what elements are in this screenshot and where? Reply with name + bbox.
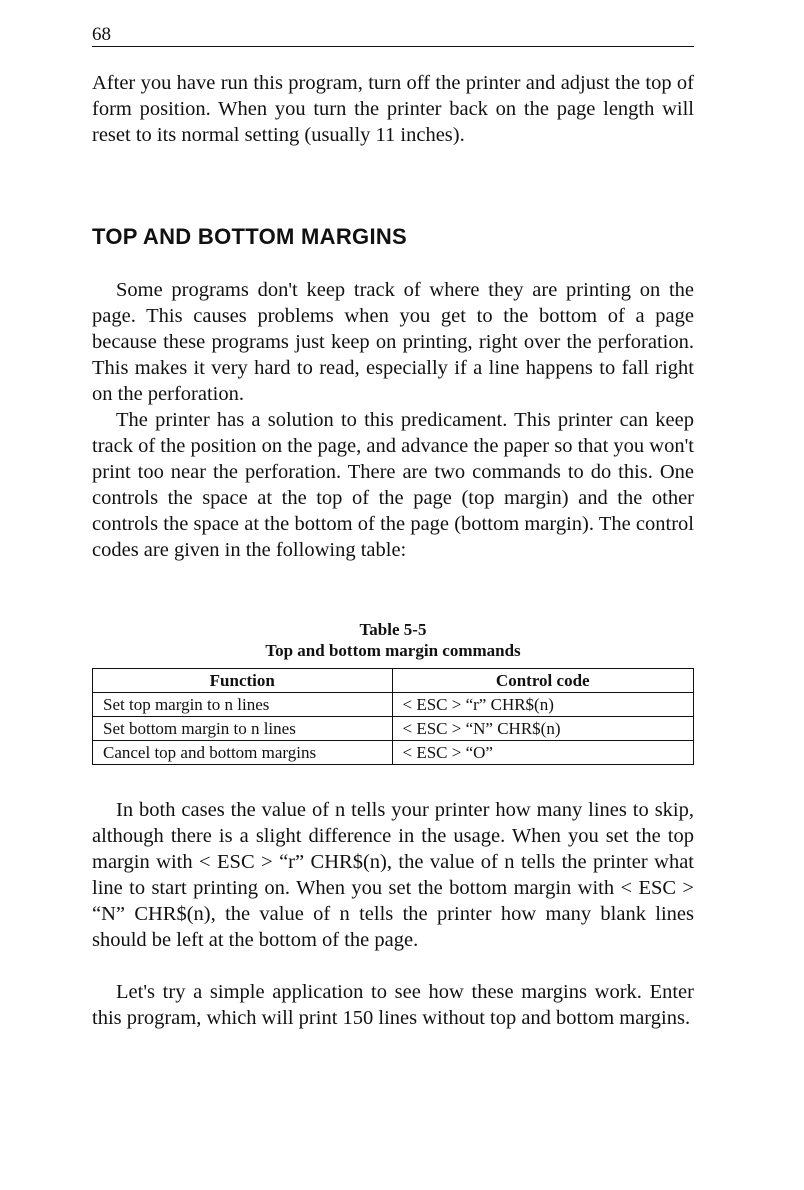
body-paragraph-2: The printer has a solution to this predicament. This printer can keep track of the position on the page, and advance the paper so that you won't print too near the perforation. There are two commands to do this. One controls the space at the top of the page (top margin) and the other controls the space at the bottom of the page (bottom margin). The control codes are given in the following table: — [92, 409, 694, 561]
control-code-cell: < ESC > “N” CHR$(n) — [392, 717, 694, 741]
closing-paragraph-2: Let's try a simple application to see how these margins work. Enter this program, which will print 150 lines without top and bottom margins. — [92, 981, 694, 1029]
margin-commands-table — [92, 668, 694, 765]
table-header-row — [93, 669, 694, 693]
body-paragraph-1: Some programs don't keep track of where they are printing on the page. This causes problems when you get to the bottom of a page because these programs just keep on printing, right over the perforation. This makes it very hard to read, especially if a line happens to fall right on the perforation. — [92, 279, 694, 405]
table-number: Table 5-5 — [359, 620, 427, 639]
section-heading: TOP AND BOTTOM MARGINS — [92, 224, 408, 249]
function-cell: Set top margin to n lines — [93, 693, 393, 717]
intro-paragraph: After you have run this program, turn off the printer and adjust the top of form position. When you turn the printer back on the page length will reset to its normal setting (usually 11 inches). — [92, 72, 694, 146]
function-cell: Set bottom margin to n lines — [93, 717, 393, 741]
control-code-cell: < ESC > “O” — [392, 741, 694, 765]
header-rule — [92, 46, 694, 47]
column-header-control-code: Control code — [392, 669, 694, 693]
closing-paragraph-1: In both cases the value of n tells your printer how many lines to skip, although there is a slight difference in the usage. When you set the top margin with < ESC > “r” CHR$(n), the value of n tells the printer what line to start printing on. When you set the bottom margin with < ESC > “N” CHR$(n), the value of n tells the printer how many blank lines should be left at the bottom of the page. — [92, 799, 694, 951]
table-row — [93, 717, 694, 741]
control-code-cell: < ESC > “r” CHR$(n) — [392, 693, 694, 717]
page-number: 68 — [92, 24, 111, 45]
table-row — [93, 741, 694, 765]
function-cell: Cancel top and bottom margins — [93, 741, 393, 765]
table-row — [93, 693, 694, 717]
table-title: Top and bottom margin commands — [265, 641, 521, 660]
column-header-function: Function — [93, 669, 393, 693]
